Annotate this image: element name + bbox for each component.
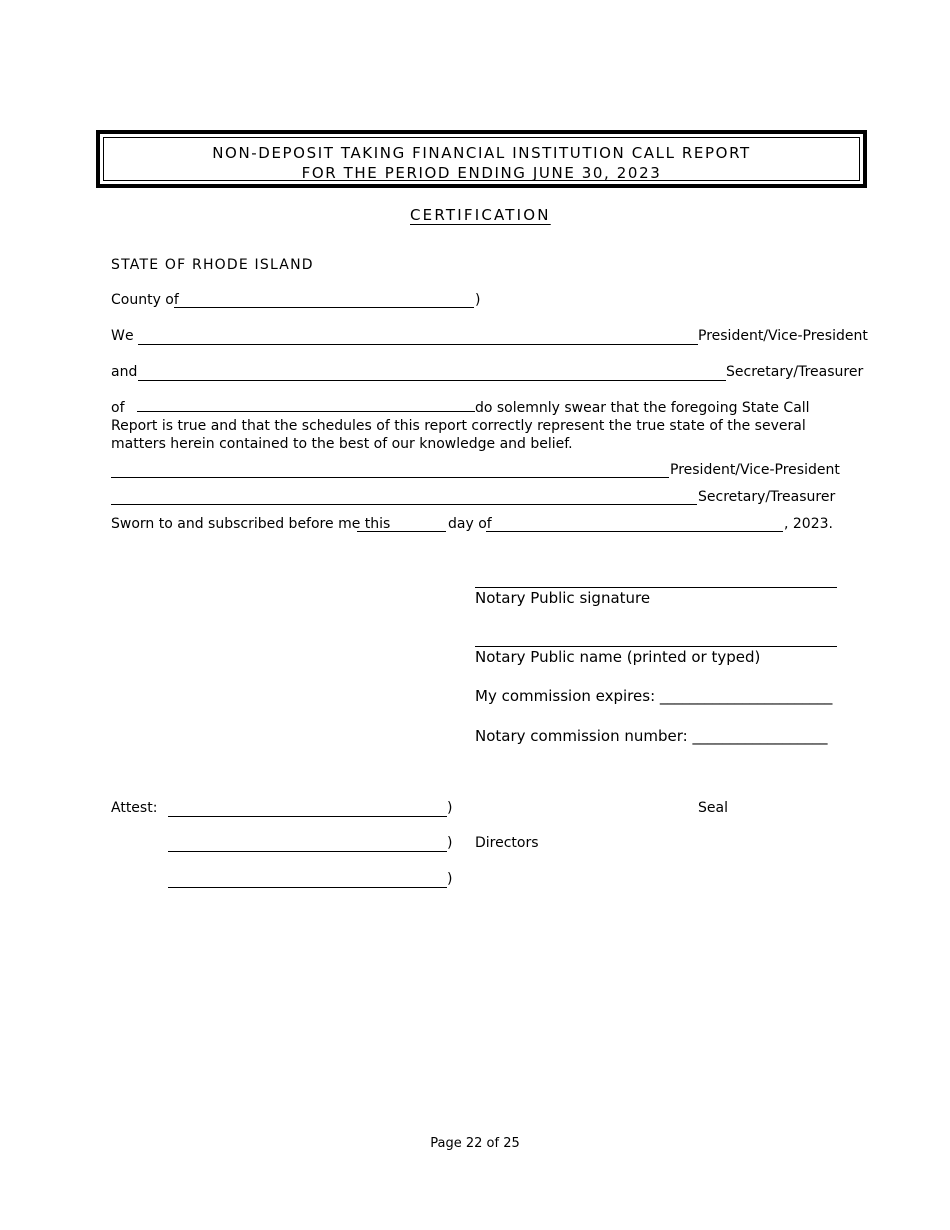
- certification-title: CERTIFICATION: [410, 206, 551, 224]
- notary-signature-label: Notary Public signature: [475, 589, 651, 607]
- commission-expires-field[interactable]: My commission expires: _______________________: [475, 687, 833, 705]
- attest-paren-1: ): [447, 800, 453, 816]
- notary-signature-line[interactable]: [475, 587, 837, 588]
- president-signature-line[interactable]: [111, 477, 669, 478]
- and-label: and: [111, 364, 138, 380]
- report-title-line-1: NON-DEPOSIT TAKING FINANCIAL INSTITUTION CALL REPORT: [212, 144, 751, 162]
- president-signature-label: President/Vice-President: [670, 462, 840, 478]
- seal-label: Seal: [698, 800, 728, 816]
- county-close-paren: ): [475, 292, 481, 308]
- oath-text-rest: and that the schedules of this report correctly represent the true state of the several matters herein contained to the best of our knowledge and belief.: [111, 418, 806, 452]
- notary-name-line[interactable]: [475, 646, 837, 647]
- directors-label: Directors: [475, 835, 539, 851]
- institution-name-field[interactable]: [137, 399, 475, 412]
- director-signature-line-1[interactable]: [168, 816, 447, 817]
- director-signature-line-3[interactable]: [168, 887, 447, 888]
- sworn-day-of: day of: [448, 516, 492, 532]
- report-header-inner: [103, 137, 860, 181]
- attest-label: Attest:: [111, 800, 158, 816]
- sworn-prefix: Sworn to and subscribed before me this: [111, 516, 391, 532]
- sworn-day-field[interactable]: [357, 531, 446, 532]
- notary-name-label: Notary Public name (printed or typed): [475, 648, 761, 666]
- report-title-line-2: FOR THE PERIOD ENDING JUNE 30, 2023: [301, 164, 662, 182]
- attest-paren-2: ): [447, 835, 453, 851]
- commission-number-field[interactable]: Notary commission number: __________________: [475, 727, 828, 745]
- oath-text-first: do solemnly swear that the foregoing State Call Report is true: [111, 400, 810, 434]
- and-role-label: Secretary/Treasurer: [726, 364, 864, 380]
- county-label: County of: [111, 292, 179, 308]
- county-field[interactable]: [174, 307, 474, 308]
- sworn-month-field[interactable]: [486, 531, 783, 532]
- we-role-label: President/Vice-President: [698, 328, 868, 344]
- sworn-year: , 2023.: [784, 516, 833, 532]
- secretary-name-field[interactable]: [138, 380, 726, 381]
- director-signature-line-2[interactable]: [168, 851, 447, 852]
- oath-paragraph: [111, 399, 856, 453]
- of-label: of: [111, 400, 125, 416]
- secretary-signature-line[interactable]: [111, 504, 697, 505]
- president-name-field[interactable]: [138, 344, 698, 345]
- page-number: Page 22 of 25: [430, 1136, 520, 1151]
- secretary-signature-label: Secretary/Treasurer: [698, 489, 836, 505]
- attest-paren-3: ): [447, 871, 453, 887]
- state-label: STATE OF RHODE ISLAND: [111, 257, 314, 273]
- we-label: We: [111, 328, 135, 344]
- report-header-box: [96, 130, 867, 188]
